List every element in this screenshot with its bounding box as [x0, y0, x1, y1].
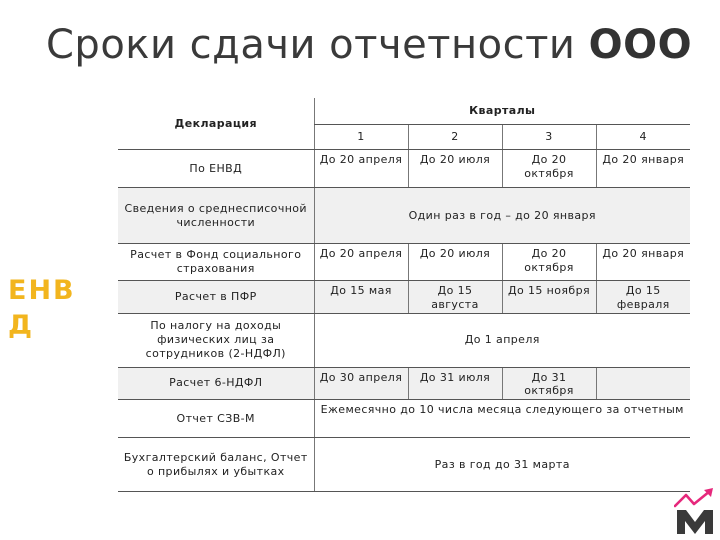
header-declaration: Декларация: [118, 98, 314, 150]
deadline-cell: До 20 января: [596, 150, 690, 188]
deadline-cell: До 15 августа: [408, 281, 502, 314]
m-growth-arrow-logo-icon: [674, 488, 716, 536]
table-row: [118, 367, 690, 400]
table-header-row: [118, 98, 690, 125]
deadline-cell: До 20 января: [596, 244, 690, 281]
deadline-cell: До 20 октября: [502, 150, 596, 188]
quarter-number: 4: [596, 125, 690, 150]
deadline-cell: До 31 июля: [408, 367, 502, 400]
deadline-cell: До 31 октября: [502, 367, 596, 400]
row-name: Сведения о среднесписочной численности: [118, 188, 314, 244]
deadline-cell: До 20 июля: [408, 150, 502, 188]
page-title: [46, 22, 692, 68]
merged-deadline-cell: Один раз в год – до 20 января: [314, 188, 690, 244]
table-row: [118, 313, 690, 367]
row-name: Бухгалтерский баланс, Отчет о прибылях и убытках: [118, 438, 314, 492]
deadline-cell: [596, 367, 690, 400]
page-title-main: Сроки сдачи отчетности: [46, 22, 576, 68]
deadline-cell: До 15 мая: [314, 281, 408, 314]
merged-deadline-cell: Ежемесячно до 10 числа месяца следующего за отчетным: [314, 400, 690, 438]
deadline-cell: До 20 апреля: [314, 150, 408, 188]
table-row: [118, 150, 690, 188]
deadline-cell: До 15 февраля: [596, 281, 690, 314]
deadline-cell: До 20 апреля: [314, 244, 408, 281]
row-name: По налогу на доходы физических лиц за сотрудников (2-НДФЛ): [118, 313, 314, 367]
deadline-cell: До 20 июля: [408, 244, 502, 281]
page-title-bold: ООО: [588, 22, 693, 68]
quarter-number: 2: [408, 125, 502, 150]
table-row: [118, 244, 690, 281]
row-name: Расчет в ПФР: [118, 281, 314, 314]
deadline-cell: До 15 ноября: [502, 281, 596, 314]
table-row: [118, 281, 690, 314]
reporting-table: [118, 98, 690, 492]
quarter-number: 1: [314, 125, 408, 150]
merged-deadline-cell: До 1 апреля: [314, 313, 690, 367]
quarter-number: 3: [502, 125, 596, 150]
table-row: [118, 438, 690, 492]
row-name: Отчет СЗВ-М: [118, 400, 314, 438]
row-name: Расчет 6-НДФЛ: [118, 367, 314, 400]
deadline-cell: До 30 апреля: [314, 367, 408, 400]
merged-deadline-cell: Раз в год до 31 марта: [314, 438, 690, 492]
table-row: [118, 188, 690, 244]
row-name: Расчет в Фонд социального страхования: [118, 244, 314, 281]
deadline-cell: До 20 октября: [502, 244, 596, 281]
table-row: [118, 400, 690, 438]
header-quarters: Кварталы: [314, 98, 690, 125]
side-label: ЕНВД: [8, 275, 76, 341]
row-name: По ЕНВД: [118, 150, 314, 188]
